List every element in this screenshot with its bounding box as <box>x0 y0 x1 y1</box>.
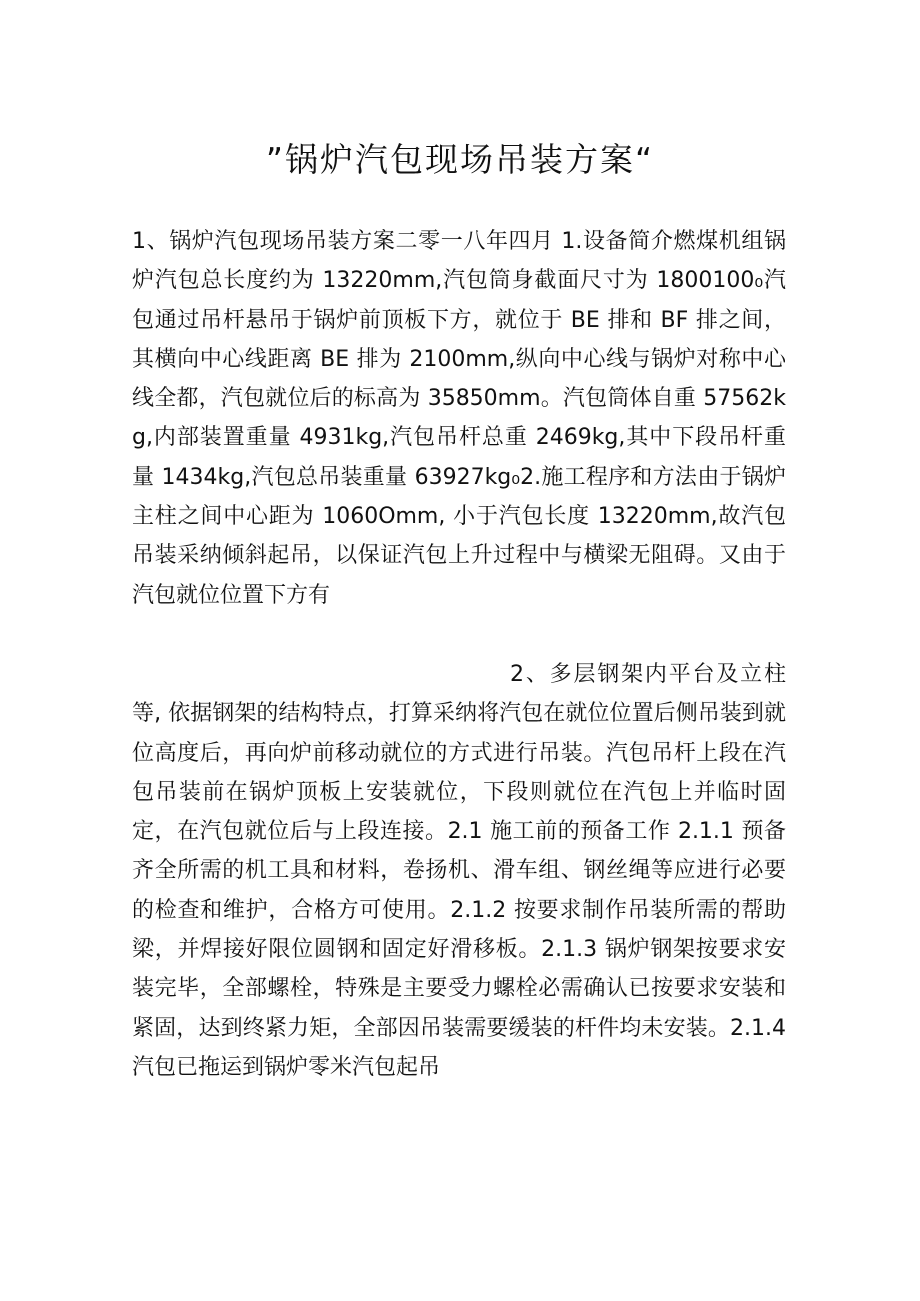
paragraph-1: 1、锅炉汽包现场吊装方案二零一八年四月 1.设备简介燃煤机组锅炉汽包总长度约为 13220mm,汽包筒身截面尺寸为 1800100₀汽包通过吊杆悬吊于锅炉前顶板下方，就位于 BE 排和 BF 排之间，其横向中心线距离 BE 排为 2100mm,纵向中心线与锅炉对称中心线全都，汽包就位后的标高为 35850mm。汽包筒体自重 57562kg,内部装置重量 4931kg,汽包吊杆总重 2469kg,其中下段吊杆重量 1434kg,汽包总吊装重量 63927kg₀2.施工程序和方法由于锅炉主柱之间中心距为 1060Omm, 小于汽包长度 13220mm,故汽包吊装采纳倾斜起吊，以保证汽包上升过程中与横梁无阻碍。又由于汽包就位位置下方有 <box>132 229 786 608</box>
document-title: ”锅炉汽包现场吊装方案“ <box>265 140 655 179</box>
paragraph-2: 2、多层钢架内平台及立柱等, 依据钢架的结构特点，打算采纳将汽包在就位位置后侧吊装到就位高度后，再向炉前移动就位的方式进行吊装。汽包吊杆上段在汽包吊装前在锅炉顶板上安装就位，下段则就位在汽包上并临时固定，在汽包就位后与上段连接。2.1 施工前的预备工作 2.1.1 预备齐全所需的机工具和材料，卷扬机、滑车组、钢丝绳等应进行必要的检查和维护，合格方可使用。2.1.2 按要求制作吊装所需的帮助梁，并焊接好限位圆钢和固定好滑移板。2.1.3 锅炉钢架按要求安装完毕，全部螺栓，特殊是主要受力螺栓必需确认已按要求安装和紧固，达到终紧力矩，全部因吊装需要缓装的杆件均未安装。2.1.4 汽包已拖运到锅炉零米汽包起吊 <box>132 662 786 1080</box>
